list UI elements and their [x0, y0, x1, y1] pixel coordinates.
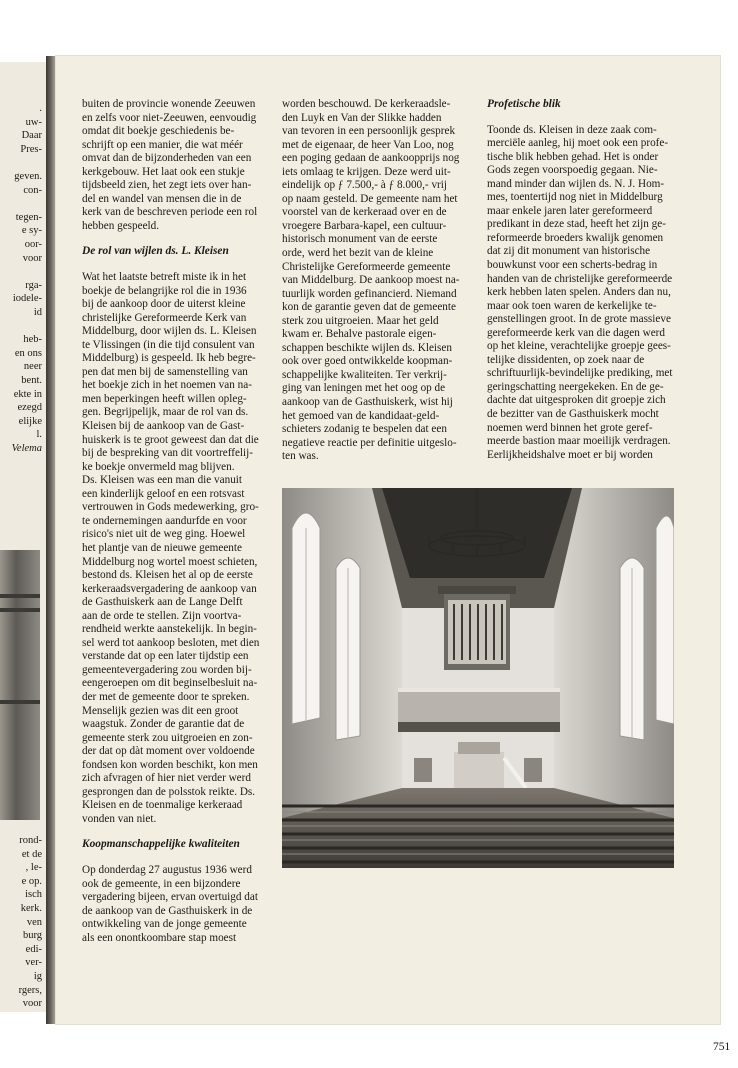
previous-page-fragment: , le-: [25, 862, 42, 874]
text-line: Ds. Kleisen was een man die vanuit: [82, 474, 243, 487]
text-line: historisch monument van de eerste: [282, 233, 438, 246]
text-line: gemeentevergadering zou worden bij-: [82, 663, 252, 676]
text-line: kon de garantie geven dat de gemeente: [282, 301, 456, 314]
text-line: vonden van niet.: [82, 812, 157, 825]
text-line: Kleisen en de toenmalige kerkeraad: [82, 799, 243, 812]
text-line: voorstel van de kerkeraad over en de: [282, 206, 447, 219]
previous-page-fragment: id: [33, 307, 42, 318]
text-line: risico's niet uit de weg ging. Hoewel: [82, 528, 246, 541]
text-line: reformeerde broeders kwalijk genomen: [487, 231, 664, 244]
text-line: bouwkunst voor een scherts-bedrag in: [487, 259, 658, 272]
text-line: schappen beschikte wijlen ds. Kleisen: [282, 341, 452, 354]
column-1-paragraph-2: [82, 271, 282, 826]
text-line: de bezitter van de Gasthuiskerk mocht: [487, 408, 659, 421]
text-line: op het kleine, verachtelijke groepje gees-: [487, 340, 671, 353]
text-line: eindelijk op ƒ 7.500,- à ƒ 8.000,- vrij: [282, 179, 447, 192]
text-line: te Vlissingen (in die tijd consulent van: [82, 338, 255, 351]
text-line: het plantje van de nieuwe gemeente: [82, 541, 242, 554]
text-line: noemen werd binnen het grote geref-: [487, 421, 653, 434]
previous-page-fragment: e op.: [21, 875, 42, 887]
text-line: Gods zegen voorspoedig gegaan. Nie-: [487, 164, 658, 177]
text-line: ontwikkeling van de jonge gemeente: [82, 918, 247, 931]
column-3: [487, 98, 697, 462]
heading-koopmanschappelijke-kwaliteiten: Koopmanschappelijke kwaliteiten: [82, 838, 240, 851]
text-line: gesprongen dan de polsstok reikte. Ds.: [82, 785, 256, 798]
column-1-paragraph-1: [82, 98, 282, 233]
church-interior-photo: [282, 488, 674, 868]
heading-rol-kleisen: De rol van wijlen ds. L. Kleisen: [82, 245, 229, 258]
text-line: tijdsbeeld zien, het zegt iets over han-: [82, 179, 252, 192]
previous-page-fragment: rond-: [19, 835, 42, 846]
text-line: en zelfs voor niet-Zeeuwen, eenvoudig: [82, 111, 257, 124]
text-line: orde, werd het bezit van de kleine: [282, 247, 434, 260]
previous-page-edge: [0, 62, 46, 1012]
text-line: verstande dat op een later tijdstip een: [82, 650, 249, 663]
text-line: schriftuurlijk-bevindelijke prediking, met: [487, 367, 673, 380]
text-line: met de eigenaar, de heer Van Loo, nog: [282, 138, 454, 151]
text-line: ke boekje onvermeld mag blijven.: [82, 460, 235, 473]
text-line: schappelijke kwaliteiten. Ter verkrij-: [282, 368, 447, 381]
text-line: gemeente sterk zou uitgroeien en zon-: [82, 731, 253, 744]
previous-page-fragment: ven: [26, 916, 42, 928]
previous-page-fragment: burg: [22, 930, 42, 942]
text-line: worden beschouwd. De kerkeraadsle-: [282, 98, 451, 110]
text-line: te ondernemingen aandurfde en voor: [82, 514, 247, 527]
previous-page-fragment: heb-: [23, 334, 42, 346]
column-1: [82, 98, 282, 945]
text-line: del en wandel van mensen die in de: [82, 192, 242, 205]
text-line: kwam er. Behalve pastorale eigen-: [282, 328, 437, 341]
text-line: waagstuk. Zonder de garantie dat de: [82, 718, 245, 731]
text-line: iets omlaag te krijgen. Deze werd uit-: [282, 165, 451, 178]
column-3-paragraph-1: [487, 124, 697, 463]
text-line: Op donderdag 27 augustus 1936 werd: [82, 863, 252, 876]
page-number: 751: [713, 1041, 731, 1053]
text-line: het gemoed van de kandidaat-geld-: [282, 409, 440, 422]
text-line: als een onontkoombare stap moest: [82, 931, 237, 944]
column-1-paragraph-3: [82, 864, 282, 945]
text-line: het boekje zich in het noemen van na-: [82, 379, 252, 392]
previous-page-fragment: ezegd: [17, 402, 42, 414]
text-line: huiskerk is te groot geweest dan dat die: [82, 433, 259, 446]
text-line: zich afvragen of hier niet verder werd: [82, 772, 251, 785]
text-line: de Gasthuiskerk aan de Lange Delft: [82, 596, 243, 609]
previous-page-fragment: geven.: [14, 171, 42, 182]
text-line: mes, toentertijd nog niet in Middelburg: [487, 191, 663, 204]
text-line: genstellingen groot. In de grote massieve: [487, 313, 671, 326]
organ: [438, 586, 516, 670]
previous-page-fragment: rga-: [25, 279, 42, 291]
text-line: fondsen kon worden beschikt, kon men: [82, 758, 258, 771]
text-line: vertrouwen in Gods medewerking, gro-: [82, 501, 259, 514]
text-line: maar ook toen waren de kerkelijke te-: [487, 299, 657, 312]
previous-page-fragment: ekte in: [13, 388, 42, 400]
text-line: sel werd tot aankoop besloten, met dien: [82, 636, 260, 649]
previous-page-fragment: l.: [36, 429, 42, 441]
text-line: Middelburg nog wortel moest schieten,: [82, 555, 258, 568]
text-line: aankoop van de Gasthuiskerk, wist hij: [282, 396, 453, 409]
heading-profetische-blik: Profetische blik: [487, 98, 561, 110]
text-line: omdat dit boekje geschiedenis be-: [82, 125, 235, 138]
text-line: een kinderlijk geloof en een rotsvast: [82, 487, 245, 500]
text-line: negatieve reactie per definitie uitgeslo-: [282, 436, 457, 449]
previous-page-fragment: isch: [25, 889, 42, 901]
text-line: mand minder dan wijlen ds. N. J. Hom-: [487, 177, 665, 190]
text-line: omvat dan de bijzonderheden van een: [82, 152, 252, 165]
previous-page-fragment: en ons: [14, 347, 42, 359]
previous-page-fragment: tegen-: [15, 211, 42, 223]
text-line: tuurlijk worden gefinancierd. Niemand: [282, 287, 457, 300]
previous-page-fragment: Velema: [11, 443, 42, 454]
text-line: gereformeerde kerk van die dagen werd: [487, 326, 665, 339]
text-line: handen van de christelijke gereformeerde: [487, 272, 673, 285]
previous-page-fragment: voor: [22, 998, 42, 1010]
text-line: ook over goed ontwikkelde koopman-: [282, 355, 453, 368]
text-line: bij de aankoop door de uiterst kleine: [82, 298, 246, 311]
text-line: bestond ds. Kleisen het al op de eerste: [82, 569, 253, 582]
text-line: Middelburg, door wijlen ds. L. Kleisen: [82, 325, 257, 338]
church-interior-illustration: [282, 488, 674, 868]
previous-page-fragment: rgers,: [18, 984, 42, 996]
previous-page-fragment: ig: [33, 971, 42, 982]
text-line: Menselijk gezien was dit een groot: [82, 704, 239, 717]
text-line: dachte dat uitgesproken dit groepje zich: [487, 394, 666, 407]
column-2-paragraph-1: [282, 98, 482, 464]
column-2: [282, 98, 482, 464]
previous-page-fragment: kerk.: [20, 903, 42, 914]
text-line: kerk van de beschreven periode een rol: [82, 206, 258, 219]
text-line: bij de bespreking van dit voortreffelij-: [82, 447, 253, 460]
text-line: kerkeraadsvergadering de aankoop van: [82, 582, 257, 595]
text-line: Toonde ds. Kleisen in deze zaak com-: [487, 123, 657, 136]
previous-page-fragment: edi-: [25, 943, 42, 955]
text-line: ging van leningen met het oog op de: [282, 382, 446, 395]
text-line: predikant in deze stad, heeft het zijn ge-: [487, 218, 666, 231]
previous-page-fragment: .: [39, 103, 42, 114]
gallery-balcony: [398, 688, 560, 732]
text-line: geringschatting neergekeken. En de ge-: [487, 380, 664, 393]
text-line: Christelijke Gereformeerde gemeente: [282, 260, 451, 273]
text-line: schrijft op een manier, die wat méér: [82, 138, 243, 151]
text-line: dat zij dit monument van historische: [487, 245, 651, 258]
text-line: schieters zodanig te bespelen dat een: [282, 423, 447, 436]
text-line: der dat op dàt moment over voldoende: [82, 745, 255, 758]
text-line: men beperkingen heeft willen opleg-: [82, 392, 247, 405]
text-line: meerde bastion maar moeilijk verdragen.: [487, 435, 671, 448]
text-line: Eerlijkheidshalve moet er bij worden: [487, 448, 653, 461]
previous-page-fragment: uw-: [25, 116, 42, 128]
previous-page-fragment: iodele-: [12, 293, 42, 305]
text-line: christelijke Gereformeerde Kerk van: [82, 311, 247, 324]
previous-page-fragment: bent.: [21, 375, 42, 386]
text-line: buiten de provincie wonende Zeeuwen: [82, 98, 256, 110]
previous-page-fragment: et de: [21, 848, 42, 860]
previous-page-fragment: neer: [23, 361, 42, 373]
text-line: kerkgebouw. Het laat ook een stukje: [82, 165, 245, 178]
text-line: een poging gedaan de aankoopprijs nog: [282, 152, 460, 165]
previous-page-fragment: e sy-: [21, 225, 42, 237]
text-line: op naam gesteld. De gemeente nam het: [282, 192, 458, 205]
previous-page-fragment: Pres-: [20, 143, 42, 155]
text-line: den Luyk en Van der Slikke hadden: [282, 111, 442, 124]
text-line: Middelburg) is gespeeld. Ik heb begre-: [82, 352, 256, 365]
text-line: rendheid werkte aanstekelijk. In begin-: [82, 623, 257, 636]
text-line: sterk zou uitgroeien. Maar het geld: [282, 314, 439, 327]
text-line: hebben gespeeld.: [82, 219, 160, 232]
text-line: merciële aanleg, hij moet ook een profe-: [487, 137, 669, 150]
text-line: vroegere Barbara-kapel, een cultuur-: [282, 219, 447, 232]
text-line: Kleisen bij de aankoop van de Gast-: [82, 420, 245, 433]
text-line: tische blik hebben gehad. Het is onder: [487, 150, 659, 163]
previous-page-fragment: oor-: [24, 239, 42, 250]
text-line: eengeroepen om dit beginselbesluit na-: [82, 677, 258, 690]
text-line: aan de orde te stellen. Zijn voortva-: [82, 609, 242, 622]
text-line: Wat het laatste betreft miste ik in het: [82, 271, 247, 284]
previous-page-fragment: Daar: [21, 130, 42, 142]
text-line: kerk hebben laten spelen. Anders dan nu,: [487, 286, 671, 299]
text-line: van Middelburg. De aankoop moest na-: [282, 274, 460, 287]
text-line: van tevoren in een persoonlijk gesprek: [282, 125, 456, 138]
text-line: gen. Begrijpelijk, maar de rol van ds.: [82, 406, 249, 419]
text-line: de aankoop van de Gasthuiskerk in de: [82, 904, 253, 917]
text-line: der met de gemeente door te spreken.: [82, 690, 250, 703]
text-line: ook de gemeente, in een bijzondere: [82, 877, 241, 890]
previous-page-fragment: ver-: [25, 957, 42, 969]
text-line: ten was.: [282, 450, 319, 463]
text-line: vergadering bijeen, ervan overtuigd dat: [82, 891, 258, 904]
previous-page-fragment: elijke: [18, 415, 42, 427]
previous-page-photo-fragment: [0, 550, 40, 820]
text-line: pen dat men bij de samenstelling van: [82, 365, 248, 378]
text-line: boekje de belangrijke rol die in 1936: [82, 284, 247, 297]
text-line: telijke dissidenten, op zoek naar de: [487, 353, 645, 366]
previous-page-fragment: voor: [22, 252, 42, 264]
previous-page-fragment: con-: [23, 184, 42, 196]
text-line: maar enkele jaren later gereformeerd: [487, 204, 653, 217]
